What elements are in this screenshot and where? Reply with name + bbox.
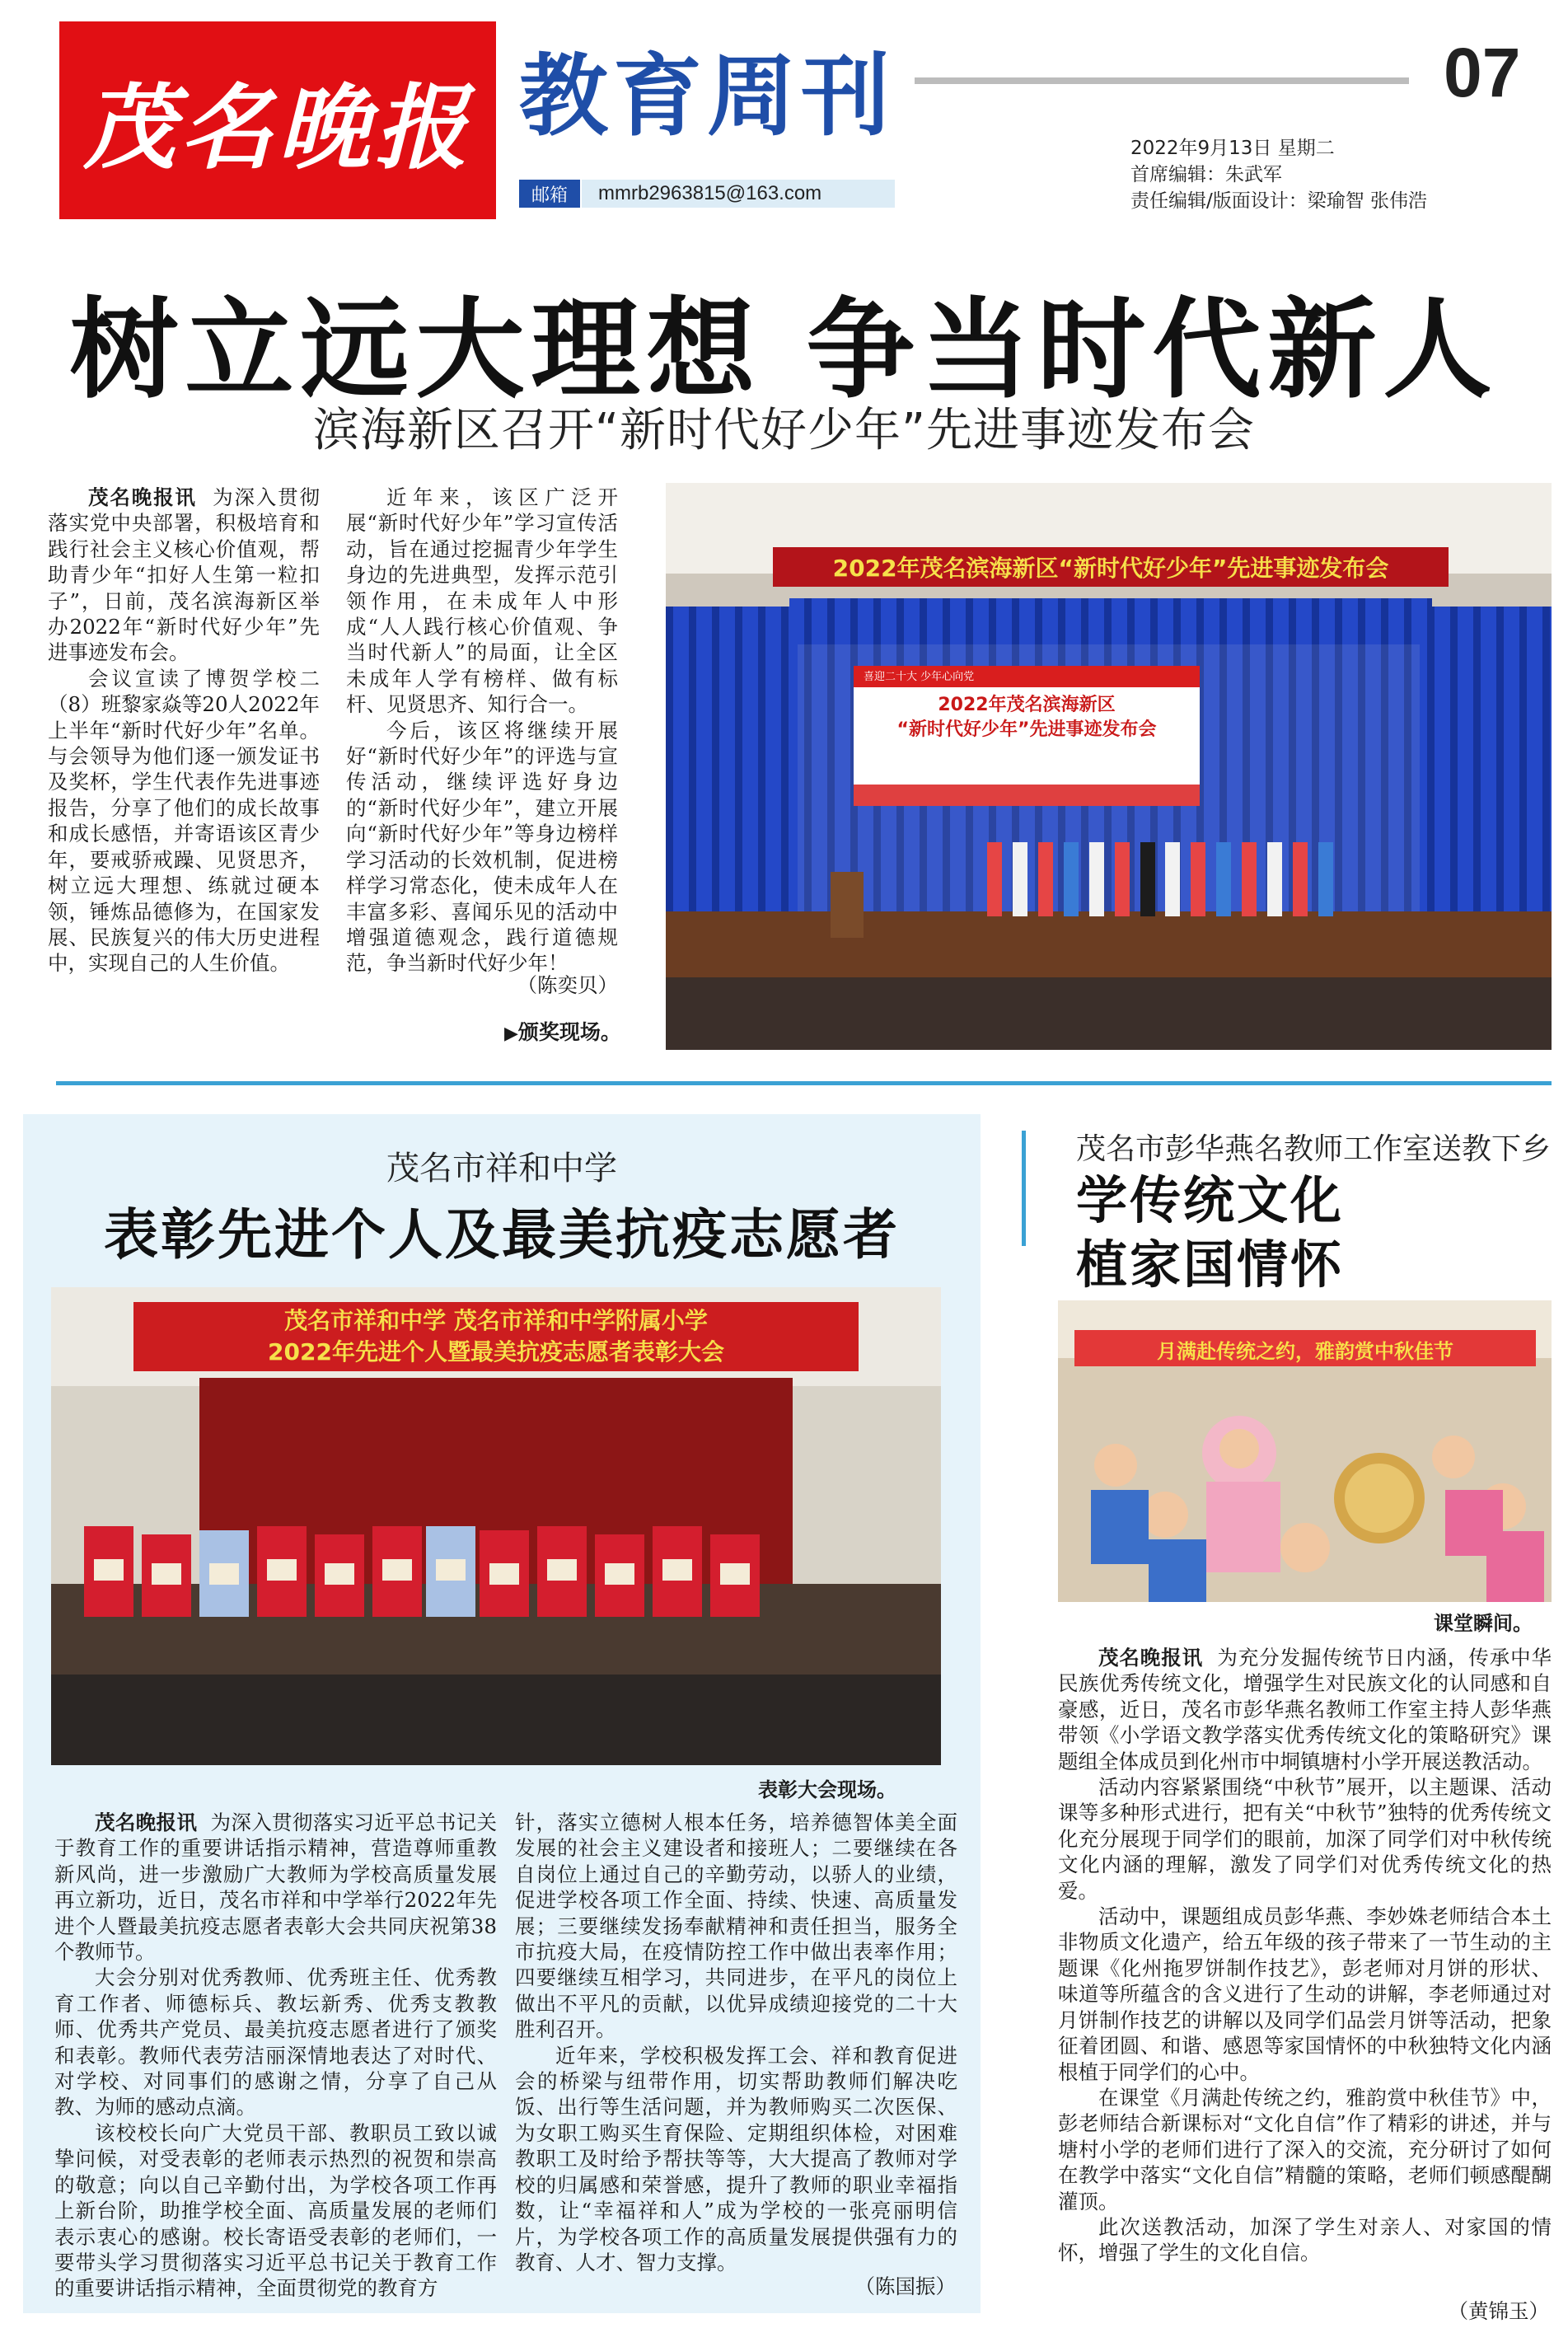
screen-title (854, 693, 1200, 742)
newspaper-logo (59, 21, 496, 219)
story2-column-2 (515, 1810, 957, 2275)
story3-paragraph (1058, 1645, 1552, 1774)
story1-paragraph: 会议宣读了博贺学校二（8）班黎家焱等20人2022年上半年“新时代好少年”名单。与会领导为他们逐一颁发证书及奖杯，学生代表作先进事迹报告，分享了他们的成长故事和成长感悟，并寄语该区青少年，要戒骄戒躁、见贤思齐，树立远大理想、练就过硬本领，锤炼品德修为，在国家发展、民族复兴的伟大历史进程中，实现自己的人生价值。 (48, 666, 320, 976)
story1-byline: （陈奕贝） (517, 973, 618, 997)
story2-byline: （陈国振） (854, 2274, 956, 2298)
main-headline: 树立远大理想 争当时代新人 (69, 287, 1499, 414)
story1-paragraph: 今后，该区将继续开展好“新时代好少年”的评选与宣传活动，继续评选好身边的“新时代好少年”，建立开展向“新时代好少年”等身边榜样学习活动的长效机制，促进榜样学习常态化，使未成年人在丰富多彩、喜闻乐见的活动中增强道德观念，践行道德规范，争当新时代好少年！ (346, 718, 618, 976)
photo-banner: 月满赴传统之约，雅韵赏中秋佳节 (1157, 1340, 1453, 1363)
story3-headline (1076, 1169, 1344, 1297)
banner-line: 2022年先进个人暨最美抗疫志愿者表彰大会 (268, 1338, 724, 1365)
story2-headline: 表彰先进个人及最美抗疫志愿者 (104, 1203, 900, 1267)
story2-paragraph: 近年来，学校积极发挥工会、祥和教育促进会的桥梁与纽带作用，切实帮助教师们解决吃饭、出行等生活问题，并为教师购买二次医保、为女职工购买生育保险、定期组织体检，对困难教职工及时给予帮扶等等，大大提高了教师对学校的归属感和荣誉感，提升了教师的职业幸福指数，让“幸福祥和人”成为学校的一张亮丽明信片，为学校各项工作的高质量发展提供强有力的教育、人才、智力支撑。 (515, 2043, 957, 2274)
email-address[interactable]: mmrb2963815@163.com (582, 180, 895, 208)
section-title: 教育周刊 (519, 44, 896, 148)
story3-kicker: 茂名市彭华燕名教师工作室送教下乡 (1076, 1132, 1552, 1166)
story2-kicker: 茂名市祥和中学 (386, 1150, 617, 1187)
screen-title-line: 2022年茂名滨海新区 (938, 695, 1116, 715)
story2-paragraph (54, 1810, 497, 1965)
main-subheadline: 滨海新区召开“新时代好少年”先进事迹发布会 (312, 404, 1256, 457)
award-ceremony-photo (666, 483, 1552, 1050)
dateline: 茂名晚报讯 (88, 485, 197, 509)
headline-line: 植家国情怀 (1076, 1234, 1345, 1295)
story2-paragraph: 大会分别对优秀教师、优秀班主任、优秀教育工作者、师德标兵、教坛新秀、优秀支教教师、优秀共产党员、最美抗疫志愿者进行了颁奖和表彰。教师代表劳洁丽深情地表达了对时代、对学校、对同事们的感谢之情，分享了自己从教、为师的感动点滴。 (54, 1965, 497, 2120)
paragraph-text: 为充分发掘传统节日内涵，传承中华民族优秀传统文化，增强学生对民族文化的认同感和自豪感，近日，茂名市彭华燕名教师工作室主持人彭华燕带领《小学语文教学落实优秀传统文化的策略研究》课题组全体成员到化州市中垌镇塘村小学开展送教活动。 (1058, 1646, 1552, 1773)
paragraph-text: 为深入贯彻落实习近平总书记关于教育工作的重要讲话指示精神，营造尊师重教新风尚，进一步激励广大教师为学校高质量发展再立新功，近日，茂名市祥和中学举行2022年先进个人暨最美抗疫志愿者表彰大会共同庆祝第38个教师节。 (54, 1810, 498, 1965)
story2-paragraph: 该校校长向广大党员干部、教职员工致以诚挚问候，对受表彰的老师表示热烈的祝贺和崇高的敬意；向以自己辛勤付出，为学校各项工作再上新台阶，助推学校全面、高质量发展的老师们表示衷心的感谢。校长寄语受表彰的老师们，一要带头学习贯彻落实习近平总书记关于教育工作的重要讲话指示精神，全面贯彻党的教育方 (54, 2120, 497, 2301)
story3-accent-bar (1022, 1131, 1026, 1246)
screen-title-line: “新时代好少年”先进事迹发布会 (896, 719, 1157, 740)
page-number: 07 (1444, 34, 1521, 111)
story1-column-2 (346, 485, 618, 977)
masthead-divider (915, 77, 1409, 84)
dateline: 茂名晚报讯 (1098, 1646, 1204, 1670)
story3-paragraph: 在课堂《月满赴传统之约，雅韵赏中秋佳节》中，彭老师结合新课标对“文化自信”作了精彩的讲述，并与塘村小学的老师们进行了深入的交流，充分研讨了如何在教学中落实“文化自信”精髓的策略，老师们顿感醍醐灌顶。 (1058, 2085, 1552, 2213)
story1-paragraph: 近年来，该区广泛开展“新时代好少年”学习宣传活动，旨在通过挖掘青少年学生身边的先进典型，发挥示范引领作用，在未成年人中形成“人人践行核心价值观、争当时代新人”的局面，让全区未成年人学有榜样、做有标杆、见贤思齐、知行合一。 (346, 485, 618, 717)
story2-column-1 (54, 1810, 497, 2302)
story2-caption: 表彰大会现场。 (758, 1778, 896, 1801)
story3-byline: （黄锦玉） (1448, 2299, 1549, 2323)
email-label: 邮箱 (519, 180, 580, 208)
story3-paragraph: 活动内容紧紧围绕“中秋节”展开，以主题课、活动课等多种形式进行，把有关“中秋节”独特的优秀传统文化充分展现于同学们的眼前，加深了同学们对中秋传统文化内涵的理解，激发了同学们对优秀传统文化的热爱。 (1058, 1775, 1552, 1903)
issue-date: 2022年9月13日 星期二 (1130, 138, 1335, 159)
dateline: 茂名晚报讯 (95, 1810, 198, 1834)
section-divider (56, 1081, 1552, 1085)
caption-text: 颁奖现场。 (517, 1020, 621, 1044)
story1-caption (504, 1016, 621, 1046)
newspaper-name: 茂名晚报 (83, 73, 472, 182)
story3-paragraph: 此次送教活动，加深了学生对亲人、对家国的情怀，增强了学生的文化自信。 (1058, 2214, 1552, 2265)
responsible-editors: 责任编辑/版面设计：梁瑜智 张伟浩 (1130, 190, 1428, 212)
story3-column (1058, 1645, 1552, 2266)
headline-line: 学传统文化 (1076, 1170, 1345, 1230)
story1-paragraph (48, 485, 320, 666)
photo-banner: 2022年茂名滨海新区“新时代好少年”先进事迹发布会 (773, 547, 1449, 587)
masthead-meta (1130, 135, 1427, 214)
story3-caption: 课堂瞬间。 (1434, 1612, 1533, 1635)
story3-paragraph: 活动中，课题组成员彭华燕、李妙姝老师结合本土非物质文化遗产，给五年级的孩子带来了一节生动的主题课《化州拖罗饼制作技艺》，彭老师对月饼的形状、味道等所蕴含的含义进行了生动的讲解，李老师通过对月饼制作技艺的讲解以及同学们品尝月饼等活动，把象征着团圆、和谐、感恩等家国情怀的中秋独特文化内涵根植于同学们的心中。 (1058, 1904, 1552, 2084)
screen-slogan: 喜迎二十大 少年心向党 (864, 671, 975, 683)
story1-column-1 (48, 485, 320, 977)
award-recipients (987, 834, 1333, 916)
banner-line: 茂名市祥和中学 茂名市祥和中学附属小学 (284, 1307, 708, 1334)
classroom-photo (1058, 1300, 1552, 1602)
photo-banner (133, 1302, 859, 1371)
caption-arrow-icon: ▶ (504, 1023, 518, 1044)
chief-editor: 首席编辑：朱武军 (1130, 164, 1282, 185)
story2-paragraph: 针，落实立德树人根本任务，培养德智体美全面发展的社会主义建设者和接班人；二要继续在各自岗位上通过自己的辛勤劳动，以骄人的业绩，促进学校各项工作全面、持续、快速、高质量发展；三要继续发扬奉献精神和责任担当，服务全市抗疫大局，在疫情防控工作中做出表率作用；四要继续互相学习，共同进步，在平凡的岗位上做出不平凡的贡献，以优异成绩迎接党的二十大胜利召开。 (515, 1810, 957, 2042)
commendation-ceremony-photo (51, 1287, 941, 1765)
paragraph-text: 为深入贯彻落实党中央部署，积极培育和践行社会主义核心价值观，帮助青少年“扣好人生第一粒扣子”，日前，茂名滨海新区举办2022年“新时代好少年”先进事迹发布会。 (48, 485, 321, 665)
